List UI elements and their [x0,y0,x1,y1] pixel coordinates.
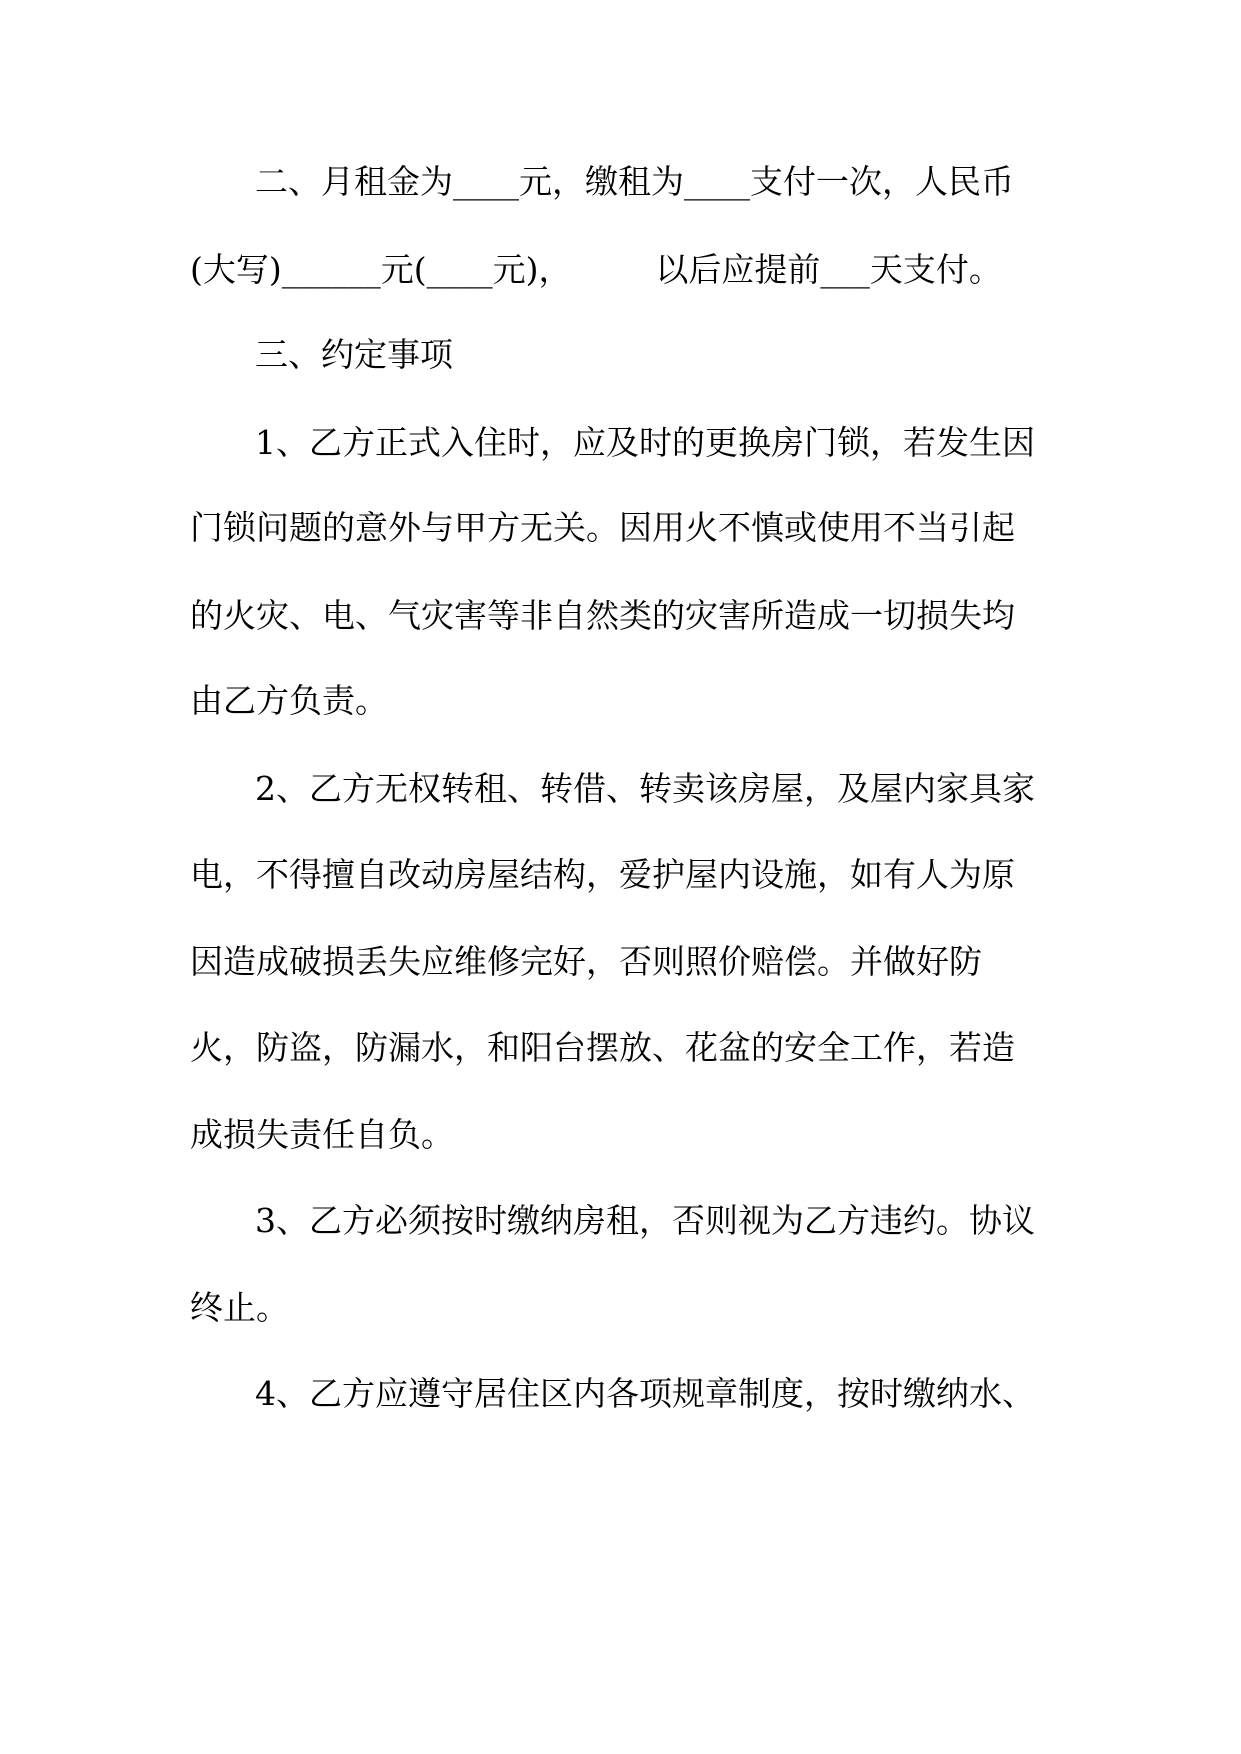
term-2-line-3: 因造成破损丢失应维修完好，否则照价赔偿。并做好防 [190,942,982,981]
term-1-line-4: 由乙方负责。 [190,681,388,720]
rent-clause-line-2: (大写)______元(____元)， 以后应提前___天支付。 [190,250,1002,289]
term-3-line-1: 3、乙方必须按时缴纳房租，否则视为乙方违约。协议 [255,1201,1035,1240]
term-2-line-1: 2、乙方无权转租、转借、转卖该房屋，及屋内家具家 [255,769,1035,808]
term-3-line-2: 终止。 [190,1288,289,1327]
term-1-line-1: 1、乙方正式入住时，应及时的更换房门锁，若发生因 [255,423,1035,462]
rent-clause-line-1: 二、月租金为____元，缴租为____支付一次，人民币 [255,162,1014,201]
term-2-line-2: 电，不得擅自改动房屋结构，爱护屋内设施，如有人为原 [190,855,1015,894]
section-heading-terms: 三、约定事项 [255,335,453,374]
term-1-line-2: 门锁问题的意外与甲方无关。因用火不慎或使用不当引起 [190,508,1015,547]
term-2-line-4: 火，防盗，防漏水，和阳台摆放、花盆的安全工作，若造 [190,1028,1015,1067]
term-2-line-5: 成损失责任自负。 [190,1115,454,1154]
term-1-line-3: 的火灾、电、气灾害等非自然类的灾害所造成一切损失均 [190,596,1015,635]
term-4-line-1: 4、乙方应遵守居住区内各项规章制度，按时缴纳水、 [255,1374,1035,1413]
